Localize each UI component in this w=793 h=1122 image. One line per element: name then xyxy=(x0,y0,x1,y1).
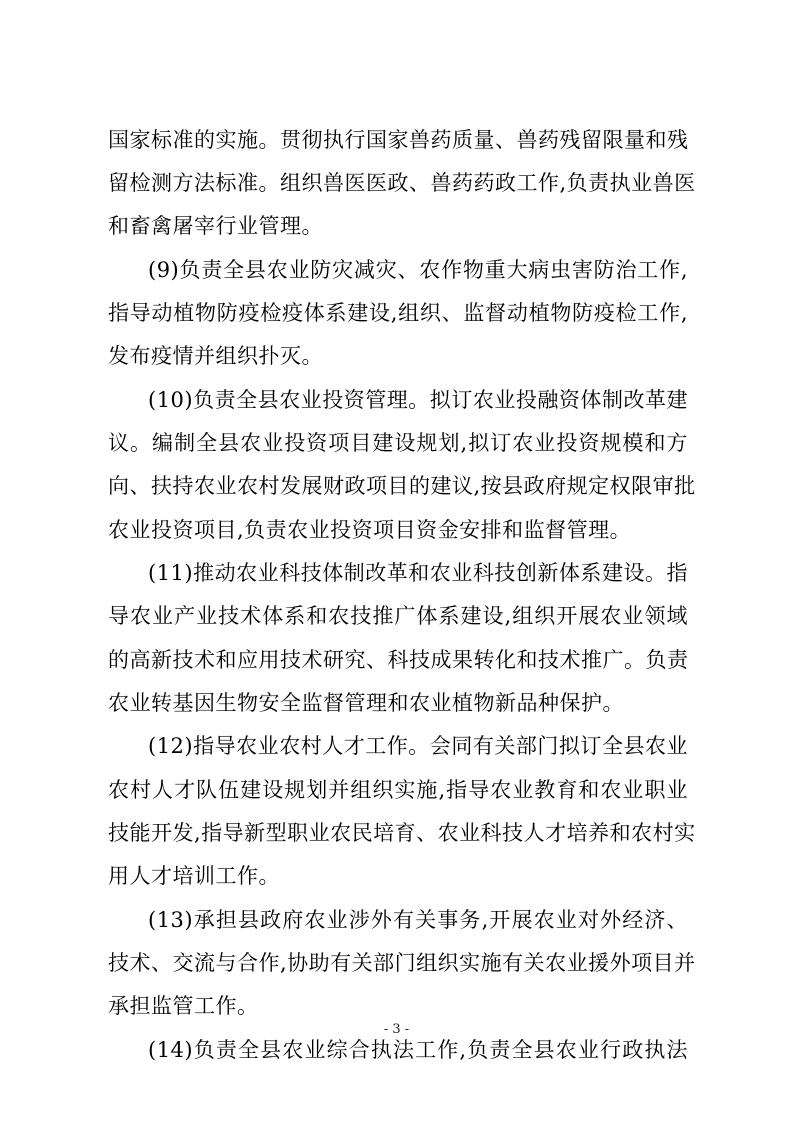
text-line: 发布疫情并组织扑灭。 xyxy=(108,344,323,368)
paragraph-start-line: (9)负责全县农业防灾减灾、农作物重大病虫害防治工作, xyxy=(148,258,688,282)
page-number: - 3 - xyxy=(383,1022,410,1037)
paragraph-start-line: (14)负责全县农业综合执法工作,负责全县农业行政执法 xyxy=(148,1038,688,1062)
text-line: 向、扶持农业农村发展财政项目的建议,按县政府规定权限审批 xyxy=(108,474,696,498)
text-line: 技能开发,指导新型职业农民培育、农业科技人才培养和农村实 xyxy=(108,821,696,845)
text-line: 的高新技术和应用技术研究、科技成果转化和技术推广。负责 xyxy=(108,648,689,672)
text-line: 农业投资项目,负责农业投资项目资金安排和监督管理。 xyxy=(108,518,632,542)
text-line: 农村人才队伍建设规划并组织实施,指导农业教育和农业职业 xyxy=(108,778,688,802)
text-line: 留检测方法标准。组织兽医医政、兽药药政工作,负责执业兽医 xyxy=(108,171,696,195)
text-line: 农业转基因生物安全监督管理和农业植物新品种保护。 xyxy=(108,691,624,715)
paragraph-start-line: (13)承担县政府农业涉外有关事务,开展农业对外经济、 xyxy=(148,908,688,932)
text-line: 用人才培训工作。 xyxy=(108,864,280,888)
text-line: 国家标准的实施。贯彻执行国家兽药质量、兽药残留限量和残 xyxy=(108,128,689,152)
paragraph-start-line: (10)负责全县农业投资管理。拟订农业投融资体制改革建 xyxy=(148,388,688,412)
text-line: 承担监管工作。 xyxy=(108,994,259,1018)
text-line: 议。编制全县农业投资项目建设规划,拟订农业投资规模和方 xyxy=(108,431,688,455)
text-line: 技术、交流与合作,协助有关部门组织实施有关农业援外项目并 xyxy=(108,951,696,975)
text-line: 和畜禽屠宰行业管理。 xyxy=(108,214,323,238)
text-line: 导农业产业技术体系和农技推广体系建设,组织开展农业领域 xyxy=(108,604,688,628)
paragraph-start-line: (11)推动农业科技体制改革和农业科技创新体系建设。指 xyxy=(148,561,688,585)
paragraph-start-line: (12)指导农业农村人才工作。会同有关部门拟订全县农业 xyxy=(148,734,688,758)
text-line: 指导动植物防疫检疫体系建设,组织、监督动植物防疫检工作, xyxy=(108,301,688,325)
